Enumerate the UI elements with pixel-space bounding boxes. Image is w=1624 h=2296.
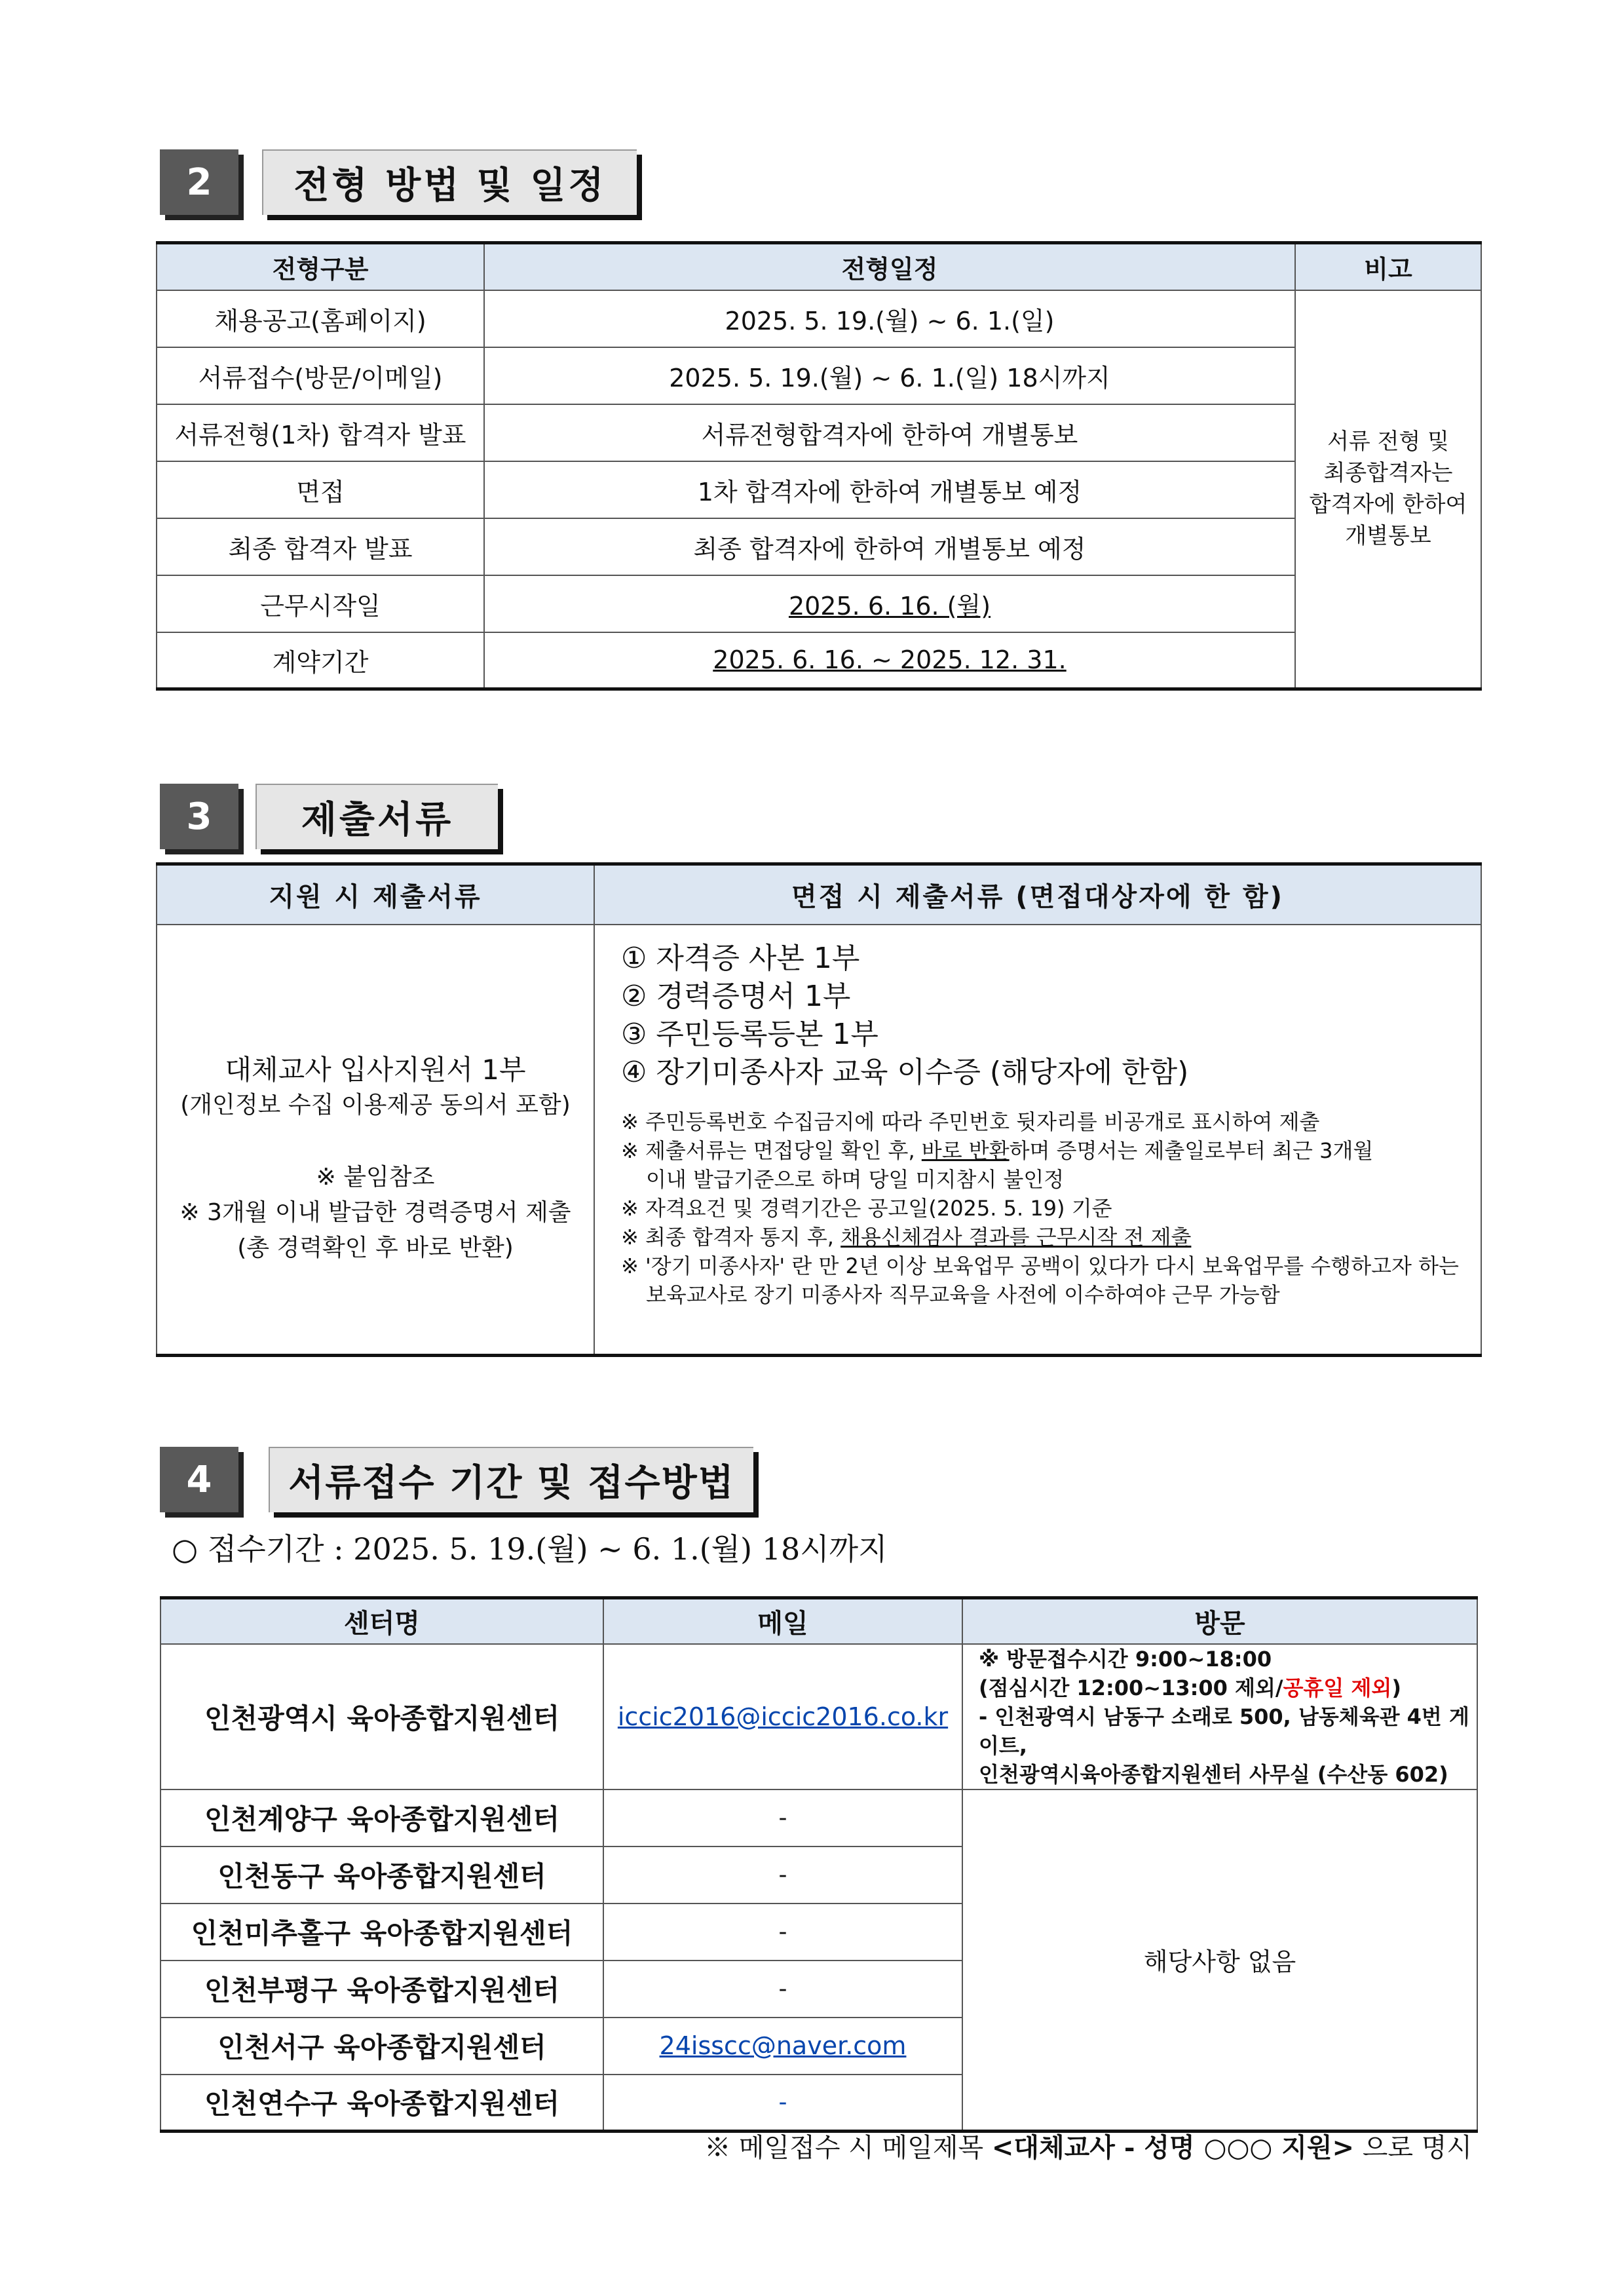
center-cell: 인천연수구 육아종합지원센터 [161, 2075, 603, 2132]
doc-note: ※ '장기 미종사자' 란 만 2년 이상 보육업무 공백이 있다가 다시 보육업무를 수행하고자 하는 [621, 1253, 1459, 1278]
doc-item: ④ 장기미종사자 교육 이수증 (해당자에 한함) [621, 1055, 1189, 1089]
interview-docs-cell [594, 925, 1481, 1356]
center-cell: 인천미추홀구 육아종합지원센터 [161, 1904, 603, 1961]
doc-note: 보육교사로 장기 미종사자 직무교육을 사전에 이수하여야 근무 가능함 [646, 1282, 1280, 1307]
doc-item: ② 경력증명서 1부 [621, 979, 851, 1013]
doc-note: ※ 최종 합격자 통지 후, 채용신체검사 결과를 근무시작 전 제출 [621, 1224, 1192, 1250]
mail-cell: - [603, 2075, 962, 2132]
table-row [161, 1789, 1477, 1846]
table-row [157, 575, 1481, 632]
header-schedule: 전형일정 [484, 243, 1295, 290]
section-3-number: 3 [160, 784, 238, 849]
apply-ref: ※ 붙임참조 [316, 1163, 435, 1191]
table-row [157, 290, 1481, 347]
apply-docs-cell [157, 925, 594, 1356]
table-row [161, 1644, 1477, 1789]
schedule-cell: 2025. 5. 19.(월) ~ 6. 1.(일) 18시까지 [484, 347, 1295, 404]
doc-note: ※ 제출서류는 면접당일 확인 후, 바로 반환하며 증명서는 제출일로부터 최근 3개월 [621, 1138, 1374, 1163]
schedule-cell: 2025. 6. 16. (월) [484, 575, 1295, 632]
doc-note: ※ 자격요건 및 경력기간은 공고일(2025. 5. 19) 기준 [621, 1195, 1112, 1221]
apply-note: ※ 3개월 이내 발급한 경력증명서 제출 [179, 1198, 571, 1226]
apply-note: (총 경력확인 후 바로 반환) [237, 1234, 514, 1261]
mail-cell: - [603, 1789, 962, 1846]
header-mail: 메일 [603, 1598, 962, 1644]
doc-item: ③ 주민등록등본 1부 [621, 1017, 878, 1051]
table-row [157, 632, 1481, 689]
receipt-period: ○ 접수기간 : 2025. 5. 19.(월) ~ 6. 1.(월) 18시까지 [172, 1531, 888, 1567]
schedule-cell: 서류전형합격자에 한하여 개별통보 [484, 404, 1295, 461]
kind-cell: 계약기간 [157, 632, 484, 689]
kind-cell: 근무시작일 [157, 575, 484, 632]
remark-cell: 서류 전형 및 최종합격자는 합격자에 한하여 개별통보 [1295, 290, 1481, 689]
kind-cell: 면접 [157, 461, 484, 518]
center-cell: 인천동구 육아종합지원센터 [161, 1846, 603, 1904]
visit-none-cell: 해당사항 없음 [962, 1789, 1477, 2132]
visit-cell: ※ 방문접수시간 9:00~18:00 (점심시간 12:00~13:00 제외/공휴일 제외) - 인천광역시 남동구 소래로 500, 남동체육관 4번 게이트, 인천광역시육아종합지원센터 사무실 (수산동 602) [962, 1644, 1477, 1789]
kind-cell: 채용공고(홈페이지) [157, 290, 484, 347]
mail-subject-note: ※ 메일접수 시 메일제목 <대체교사 - 성명 ○○○ 지원> 으로 명시 [704, 2132, 1472, 2163]
section-4-header [160, 1447, 756, 1512]
section-2-number: 2 [160, 149, 238, 215]
table-row [157, 404, 1481, 461]
receipt-table [160, 1596, 1478, 2133]
table-row [157, 461, 1481, 518]
header-kind: 전형구분 [157, 243, 484, 290]
schedule-cell: 2025. 5. 19.(월) ~ 6. 1.(일) [484, 290, 1295, 347]
table-row [157, 518, 1481, 575]
center-cell: 인천부평구 육아종합지원센터 [161, 1961, 603, 2018]
section-4-number: 4 [160, 1447, 238, 1512]
mail-cell: - [603, 1846, 962, 1904]
header-visit: 방문 [962, 1598, 1477, 1644]
center-cell: 인천계양구 육아종합지원센터 [161, 1789, 603, 1846]
header-remark: 비고 [1295, 243, 1481, 290]
doc-note: 이내 발급기준으로 하며 당일 미지참시 불인정 [646, 1166, 1065, 1192]
section-4-title: 서류접수 기간 및 접수방법 [269, 1447, 753, 1512]
mail-cell: - [603, 1904, 962, 1961]
header-center: 센터명 [161, 1598, 603, 1644]
apply-sub: (개인정보 수집 이용제공 동의서 포함) [180, 1091, 571, 1119]
mail-link[interactable]: iccic2016@iccic2016.co.kr [603, 1644, 962, 1789]
section-2-header [160, 149, 645, 215]
kind-cell: 서류전형(1차) 합격자 발표 [157, 404, 484, 461]
mail-cell: - [603, 1961, 962, 2018]
table-row [157, 347, 1481, 404]
schedule-table [156, 241, 1482, 691]
documents-table [156, 862, 1482, 1357]
kind-cell: 최종 합격자 발표 [157, 518, 484, 575]
apply-main: 대체교사 입사지원서 1부 [225, 1053, 526, 1086]
schedule-cell: 최종 합격자에 한하여 개별통보 예정 [484, 518, 1295, 575]
center-cell: 인천서구 육아종합지원센터 [161, 2018, 603, 2075]
header-interview-docs: 면접 시 제출서류 (면접대상자에 한 함) [594, 864, 1481, 925]
section-2-title: 전형 방법 및 일정 [262, 149, 637, 215]
mail-link[interactable]: 24isscc@naver.com [603, 2018, 962, 2075]
doc-note: ※ 주민등록번호 수집금지에 따라 주민번호 뒷자리를 비공개로 표시하여 제출 [621, 1109, 1320, 1134]
center-cell: 인천광역시 육아종합지원센터 [161, 1644, 603, 1789]
schedule-cell: 2025. 6. 16. ~ 2025. 12. 31. [484, 632, 1295, 689]
kind-cell: 서류접수(방문/이메일) [157, 347, 484, 404]
schedule-cell: 1차 합격자에 한하여 개별통보 예정 [484, 461, 1295, 518]
header-apply-docs: 지원 시 제출서류 [157, 864, 594, 925]
doc-item: ① 자격증 사본 1부 [621, 941, 860, 975]
section-3-header [160, 784, 500, 849]
section-3-title: 제출서류 [255, 784, 498, 849]
